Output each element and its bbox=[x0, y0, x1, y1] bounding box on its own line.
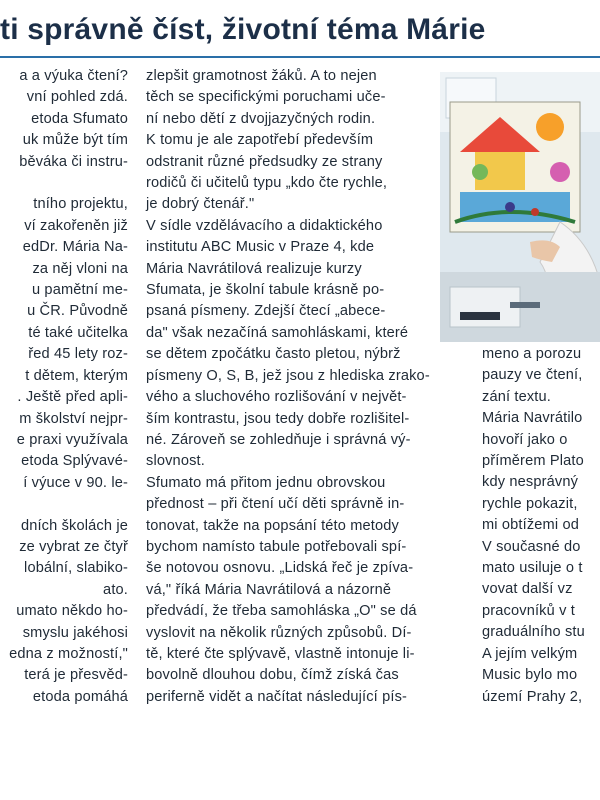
col1-line: lobální, slabiko- bbox=[24, 560, 128, 577]
col1-line: e praxi využívala bbox=[16, 431, 128, 448]
col1-line: ví zakořeněn již bbox=[24, 217, 128, 234]
col1-line: etoda Splývavé- bbox=[21, 453, 128, 470]
col2-line: rodičů či učitelů typu „kdo čte rychle, bbox=[146, 175, 388, 192]
col2-line: Sfumata, je školní tabule krásně po- bbox=[146, 282, 385, 299]
col2-line: né. Zároveň se zohledňuje i správná vý- bbox=[146, 431, 411, 448]
col2-line: zlepšit gramotnost žáků. A to nejen bbox=[146, 68, 377, 84]
col3-line: Music bylo mo bbox=[482, 667, 578, 684]
drawing-board bbox=[450, 102, 580, 232]
col1-line: t dětem, kterým bbox=[25, 367, 128, 384]
col1-line bbox=[0, 494, 128, 515]
col1-line: terá je přesvěd- bbox=[24, 667, 128, 684]
col2-line: vého a sluchového rozlišování v největ- bbox=[146, 389, 407, 406]
col1-line: té také učitelka bbox=[28, 324, 128, 341]
col2-line: da" však nezačíná samohláskami, které bbox=[146, 324, 409, 341]
col2-line: těch se specifickými poruchami uče- bbox=[146, 89, 386, 106]
col2-line: písmeny O, S, B, jež jsou z hlediska zrako- bbox=[146, 367, 430, 384]
col3-line: hovoří jako o bbox=[482, 431, 568, 448]
col1-line: u ČR. Původně bbox=[27, 303, 128, 320]
col1-line: vní pohled zdá. bbox=[26, 89, 128, 106]
col3-line: mi obtížemi od bbox=[482, 517, 579, 534]
col1-line: u pamětní me- bbox=[31, 282, 128, 299]
col2-line: še notovou osnovu. „Lidská řeč je zpíva- bbox=[146, 560, 414, 577]
col1-line: . Ještě před apli- bbox=[17, 389, 128, 406]
col1-line: edna z možností," bbox=[9, 645, 128, 662]
col3-line: zání textu. bbox=[482, 388, 551, 405]
col2-line: odstranit různé předsudky ze strany bbox=[146, 153, 383, 170]
col2-line: ní nebo dětí z dvojjazyčných rodin. bbox=[146, 110, 376, 127]
col2-line: V sídle vzdělávacího a didaktického bbox=[146, 217, 383, 234]
col2-line: tě, které čte splývavě, vlastně intonuje li- bbox=[146, 645, 415, 662]
col3-line: graduálního stu bbox=[482, 624, 585, 641]
col1-line: m školství nejpr- bbox=[19, 410, 128, 427]
col1-line: uk může být tím bbox=[22, 132, 128, 149]
col1-line: etoda pomáhá bbox=[32, 688, 128, 705]
col1-line: a a výuka čtení? bbox=[19, 68, 128, 84]
col3-line: pauzy ve čtení, bbox=[482, 367, 583, 384]
col3-line: pracovníků v t bbox=[482, 602, 575, 619]
col2-line: slovnost. bbox=[146, 453, 205, 470]
headline-rule bbox=[0, 56, 600, 58]
classroom-photo bbox=[440, 72, 600, 342]
col3-line: příměrem Plato bbox=[482, 453, 584, 470]
col2-line: předvádí, že třeba samohláska „O" se dá bbox=[146, 603, 417, 620]
headline: ti správně číst, životní téma Márie bbox=[0, 13, 486, 46]
col3-line: A jejím velkým bbox=[482, 645, 578, 662]
col2-line: periferně vidět a načítat následující pís- bbox=[146, 688, 408, 705]
column-2 bbox=[146, 66, 436, 708]
col1-line: běváka či instru- bbox=[19, 153, 128, 170]
col1-line: umato někdo ho- bbox=[16, 603, 128, 620]
col3-line: V současné do bbox=[482, 538, 581, 555]
col1-line: za něj vloni na bbox=[32, 260, 128, 277]
col1-line: dních školách je bbox=[20, 517, 128, 534]
col2-line: ším kontrastu, jsou tedy dobře rozlišitel- bbox=[146, 410, 410, 427]
col1-line: ze vybrat ze čtyř bbox=[19, 538, 128, 555]
col2-line: bovolně dlouhou dobu, čímž získá čas bbox=[146, 667, 399, 684]
col1-line: edDr. Mária Na- bbox=[22, 239, 128, 256]
col3-line: vovat další vz bbox=[482, 581, 573, 598]
col1-line: smyslu jakéhosi bbox=[22, 624, 128, 641]
col3-line: mato usiluje o t bbox=[482, 560, 583, 577]
col1-line: ato. bbox=[103, 581, 128, 598]
col3-line: kdy nesprávný bbox=[482, 474, 579, 491]
col3-line: rychle pokazit, bbox=[482, 495, 578, 512]
col2-line: bychom namísto tabule potřebovali spí- bbox=[146, 538, 407, 555]
col3-line: Mária Navrátilo bbox=[482, 410, 583, 427]
col2-line: psaná písmeny. Zdejší čtecí „abece- bbox=[146, 303, 386, 320]
col2-line: Sfumato má přitom jednu obrovskou bbox=[146, 474, 386, 491]
col2-line: K tomu je ale zapotřebí především bbox=[146, 132, 374, 149]
col2-line: Mária Navrátilová realizuje kurzy bbox=[146, 260, 362, 277]
col2-line: institutu ABC Music v Praze 4, kde bbox=[146, 239, 375, 256]
col2-line: je dobrý čtenář." bbox=[146, 196, 255, 213]
col1-line: etoda Sfumato bbox=[31, 110, 128, 127]
col1-line bbox=[0, 173, 128, 194]
column-3 bbox=[482, 344, 600, 708]
col2-line: vyslovit na několik různých způsobů. Dí- bbox=[146, 624, 412, 641]
col2-line: přednost – při čtení učí děti správně in- bbox=[146, 496, 405, 513]
col2-line: tonovat, takže na popsání této metody bbox=[146, 517, 399, 534]
col3-line: meno a porozu bbox=[482, 346, 582, 362]
col2-line: se dětem zpočátku často pletou, nýbrž bbox=[146, 346, 401, 363]
column-1 bbox=[0, 66, 128, 708]
col1-line: řed 45 lety roz- bbox=[28, 346, 128, 363]
col3-line: území Prahy 2, bbox=[482, 688, 583, 705]
col1-line: í výuce v 90. le- bbox=[23, 474, 128, 491]
col1-line: tního projektu, bbox=[33, 196, 128, 213]
col2-line: vá," říká Mária Navrátilová a názorně bbox=[146, 581, 392, 598]
